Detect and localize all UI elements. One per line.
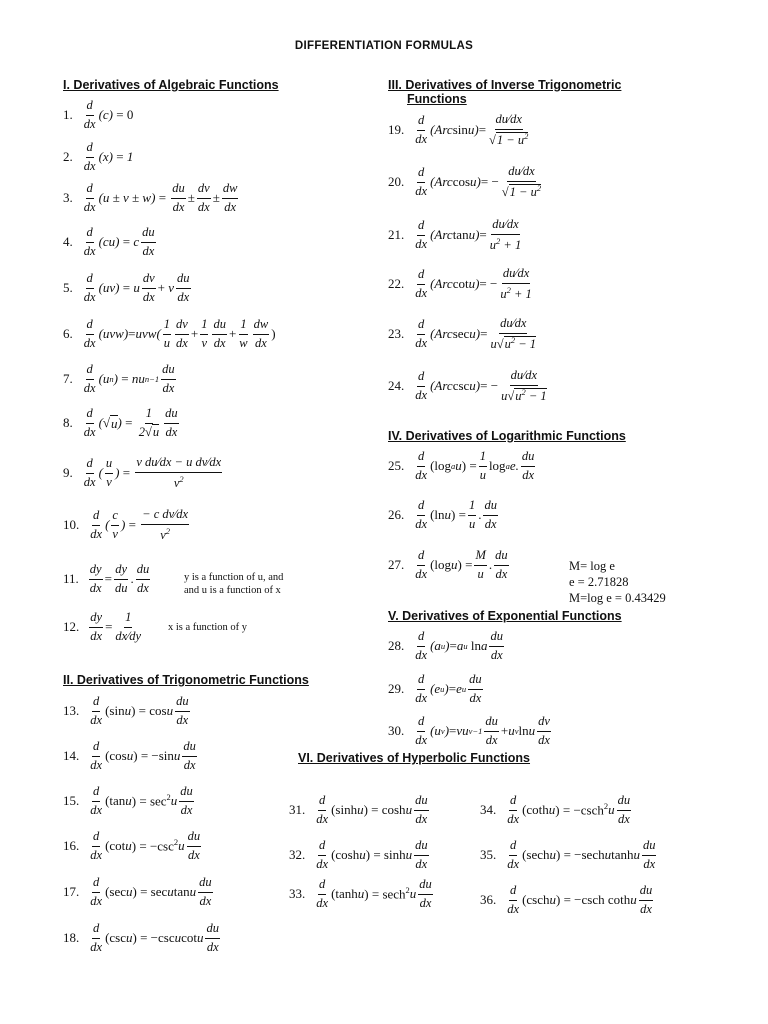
formula-number: 25. — [388, 458, 405, 474]
formula-33: 33. $\frac{d}{dx}$ (tanh u ) = sech$^2$ u $\frac{du}{dx}$ — [289, 877, 432, 910]
formula-number: 1. — [63, 107, 73, 123]
formula-11-note — [184, 571, 283, 597]
formula-number: 4. — [63, 234, 73, 250]
formula-7: 7. $\frac{d}{dx}$ (u n ) = nu n−1 $\frac{du}{dx}$ — [63, 362, 175, 395]
formula-number: 30. — [388, 723, 405, 739]
formula-12-note: x is a function of y — [168, 622, 248, 633]
formula-12: 12. $\frac{dy}{dx}$ = $\frac{1}{dx⁄dy}$ — [63, 610, 142, 643]
formula-1: 1. $\frac{d}{dx}$ (c) = 0 — [63, 98, 134, 131]
formula-number: 32. — [289, 847, 306, 863]
formula-number: 29. — [388, 681, 405, 697]
formula-15: 15. $\frac{d}{dx}$ (tan u ) = $\sec^2$ u $\frac{du}{dx}$ — [63, 784, 193, 817]
formula-25: 25. $\frac{d}{dx}$ (log a u ) = $\frac{1}{u}$ log a e. $\frac{du}{dx}$ — [388, 449, 535, 482]
formula-number: 5. — [63, 280, 73, 296]
formula-6: 6. $\frac{d}{dx}$ (uvw) = uvw( $\frac{1}{u}$ $\frac{dv}{dx}$ + $\frac{1}{v}$ $\frac{du}{dx}$ + $\frac{1}{w}$ $\frac{dw}{dx}$ ) — [63, 317, 276, 350]
formula-20: 20. $\frac{d}{dx}$ (Arc cos u) = − $\frac{du⁄dx}{√1 - u^2}$ — [388, 164, 542, 199]
formula-number: 34. — [480, 802, 497, 818]
m-definition: M= log e — [569, 559, 615, 573]
formula-number: 10. — [63, 517, 80, 533]
section-inverse-trig-cont: Functions — [407, 92, 467, 106]
section-algebraic: I. Derivatives of Algebraic Functions — [63, 78, 279, 92]
section-hyperbolic: VI. Derivatives of Hyperbolic Functions — [298, 751, 531, 765]
formula-number: 23. — [388, 326, 405, 342]
formula-2: 2. $\frac{d}{dx}$ (x) = 1 — [63, 140, 134, 173]
formula-24: 24. $\frac{d}{dx}$ (Arc csc u) = − $\frac{du⁄dx}{u√u^2 - 1}$ — [388, 368, 547, 403]
formula-number: 22. — [388, 276, 405, 292]
formula-19: 19. $\frac{d}{dx}$ (Arc sin u) = $\frac{du⁄dx}{√1 - u^2}$ — [388, 112, 529, 147]
formula-number: 18. — [63, 930, 80, 946]
section-logarithmic: IV. Derivatives of Logarithmic Functions — [388, 429, 626, 443]
formula-5: 5. $\frac{d}{dx}$ (uv) = u $\frac{dv}{dx}$ + v $\frac{du}{dx}$ — [63, 271, 190, 304]
formula-32: 32. $\frac{d}{dx}$ (cosh u ) = sinh u $\frac{du}{dx}$ — [289, 838, 428, 871]
m-value: M=log e = 0.43429 — [569, 591, 666, 605]
formula-number: 14. — [63, 748, 80, 764]
formula-number: 9. — [63, 465, 73, 481]
log-constants — [569, 558, 666, 606]
formula-35: 35. $\frac{d}{dx}$ (sech u ) = −sech u tanh u $\frac{du}{dx}$ — [480, 838, 656, 871]
formula-number: 21. — [388, 227, 405, 243]
formula-18: 18. $\frac{d}{dx}$ (csc u ) = −csc u cot u $\frac{du}{dx}$ — [63, 921, 219, 954]
formula-16: 16. $\frac{d}{dx}$ (cot u ) = $-\csc^2$ u $\frac{du}{dx}$ — [63, 829, 201, 862]
formula-number: 6. — [63, 326, 73, 342]
formula-9: 9. $\frac{d}{dx}$ ( $\frac{u}{v}$ ) = $\frac{\text{v du⁄dx − u dv⁄dx}}{v^2}$ — [63, 455, 222, 490]
formula-number: 26. — [388, 507, 405, 523]
formula-34: 34. $\frac{d}{dx}$ (coth u ) = −csch$^2$ u $\frac{du}{dx}$ — [480, 793, 631, 826]
formula-number: 7. — [63, 371, 73, 387]
formula-number: 16. — [63, 838, 80, 854]
formula-number: 36. — [480, 892, 497, 908]
formula-23: 23. $\frac{d}{dx}$ (Arc sec u) = $\frac{du⁄dx}{u√u^2 - 1}$ — [388, 316, 537, 351]
formula-30: 30. $\frac{d}{dx}$ (u v ) = vu v−1 $\frac{du}{dx}$ + u v ln u $\frac{dv}{dx}$ — [388, 714, 550, 747]
formula-11: 11. $\frac{dy}{dx}$ = $\frac{dy}{du}$ . $\frac{du}{dx}$ — [63, 562, 150, 595]
formula-number: 28. — [388, 638, 405, 654]
formula-28: 28. $\frac{d}{dx}$ (a u ) = a u ln a $\frac{du}{dx}$ — [388, 629, 503, 662]
formula-number: 8. — [63, 415, 73, 431]
formula-8: 8. $\frac{d}{dx}$ (√ u ) = $\frac{1}{2√u}$ $\frac{du}{dx}$ — [63, 406, 178, 439]
formula-number: 19. — [388, 122, 405, 138]
formula-number: 33. — [289, 886, 306, 902]
note-line: y is a function of u, and — [184, 572, 284, 583]
formula-17: 17. $\frac{d}{dx}$ (sec u ) = sec u tan u $\frac{du}{dx}$ — [63, 875, 212, 908]
formula-number: 20. — [388, 174, 405, 190]
formula-number: 2. — [63, 149, 73, 165]
formula-number: 35. — [480, 847, 497, 863]
note-line: and u is a function of x — [184, 585, 281, 596]
formula-21: 21. $\frac{d}{dx}$ (Arc tan u) = $\frac{du⁄dx}{u^2 + 1}$ — [388, 217, 522, 252]
formula-3: 3. $\frac{d}{dx}$ (u ± v ± w) = $\frac{du}{dx}$ ± $\frac{dv}{dx}$ ± $\frac{dw}{dx}$ — [63, 181, 238, 214]
formula-14: 14. $\frac{d}{dx}$ (cos u ) = −sin u $\frac{du}{dx}$ — [63, 739, 196, 772]
formula-number: 17. — [63, 884, 80, 900]
section-trigonometric: II. Derivatives of Trigonometric Functions — [63, 673, 309, 687]
formula-number: 12. — [63, 619, 80, 635]
formula-10: 10. $\frac{d}{dx}$ ( $\frac{c}{v}$ ) = $\frac{\text{− c dv⁄dx}}{v^2}$ — [63, 507, 189, 542]
formula-13: 13. $\frac{d}{dx}$ (sin u ) = cos u $\frac{du}{dx}$ — [63, 694, 189, 727]
formula-number: 11. — [63, 571, 79, 587]
page-title: DIFFERENTIATION FORMULAS — [294, 40, 474, 52]
formula-number: 3. — [63, 190, 73, 206]
formula-27: 27. $\frac{d}{dx}$ (log u ) = $\frac{M}{u}$ . $\frac{du}{dx}$ — [388, 548, 508, 581]
formula-number: 13. — [63, 703, 80, 719]
formula-31: 31. $\frac{d}{dx}$ (sinh u ) = cosh u $\frac{du}{dx}$ — [289, 793, 428, 826]
section-exponential: V. Derivatives of Exponential Functions — [388, 609, 622, 623]
formula-4: 4. $\frac{d}{dx}$ (cu) = c $\frac{du}{dx}$ — [63, 225, 155, 258]
e-value: e = 2.71828 — [569, 575, 629, 589]
formula-22: 22. $\frac{d}{dx}$ (Arc cot u) = − $\frac{du⁄dx}{u^2 + 1}$ — [388, 266, 532, 301]
formula-29: 29. $\frac{d}{dx}$ (e u ) = e u $\frac{du}{dx}$ — [388, 672, 482, 705]
formula-36: 36. $\frac{d}{dx}$ (csch u ) = −csch coth u $\frac{du}{dx}$ — [480, 883, 653, 916]
formula-number: 24. — [388, 378, 405, 394]
section-inverse-trig: III. Derivatives of Inverse Trigonometric — [388, 78, 622, 92]
formula-number: 31. — [289, 802, 306, 818]
formula-number: 15. — [63, 793, 80, 809]
formula-26: 26. $\frac{d}{dx}$ (ln u ) = $\frac{1}{u}$ . $\frac{du}{dx}$ — [388, 498, 497, 531]
formula-number: 27. — [388, 557, 405, 573]
